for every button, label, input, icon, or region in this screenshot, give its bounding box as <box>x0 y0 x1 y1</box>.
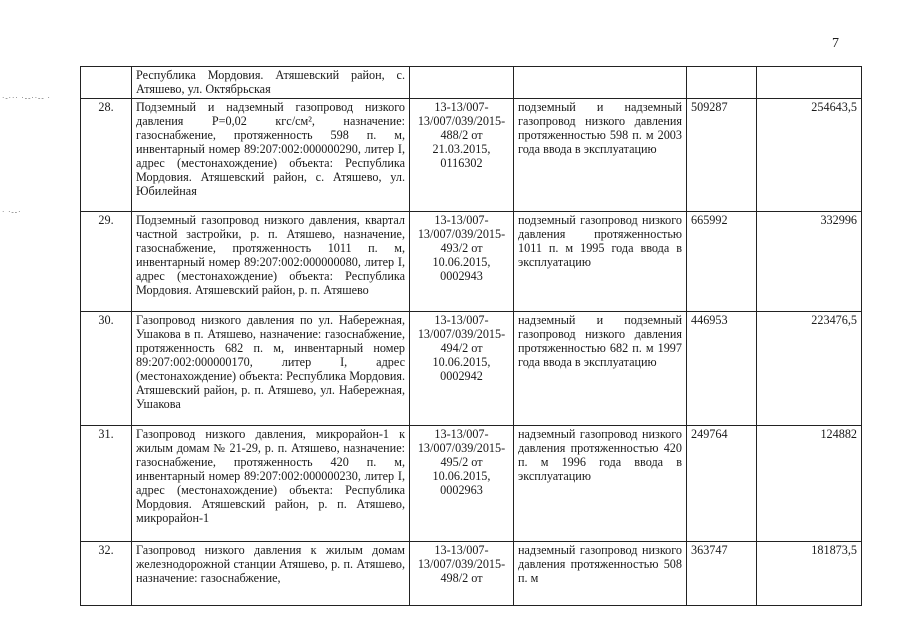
registration-certificate <box>410 67 514 99</box>
scan-margin-mark: · ·--· <box>2 208 22 216</box>
value-column-2: 254643,5 <box>757 99 862 212</box>
object-description: Газопровод низкого давления по ул. Набережная, Ушакова в п. Атяшево, назначение: газоснабжение, протяженность 682 п. м, инвентарный номер 89:207:002:000000170, литер I, адрес (местонахождение) объекта: Республика Мордовия. Атяшевский район, р. п. Атяшево, ул. Набережная, Ушакова <box>132 312 410 426</box>
value-column-1: 363747 <box>687 542 757 606</box>
object-description: Подземный газопровод низкого давления, квартал частной застройки, р. п. Атяшево, назначение, газоснабжение, протяженность 1011 п. м, инвентарный номер 89:207:002:000000080, литер I, адрес (местонахождение) объекта: Республика Мордовия. Атяшевский район, р. п. Атяшево <box>132 212 410 312</box>
table-row <box>81 99 862 212</box>
value-column-1: 509287 <box>687 99 757 212</box>
object-description: Газопровод низкого давления к жилым домам железнодорожной станции Атяшево, р. п. Атяшево, назначение: газоснабжение, <box>132 542 410 606</box>
row-number: 29. <box>81 212 132 312</box>
object-characteristics: надземный и подземный газопровод низкого давления протяженностью 682 п. м 1997 года ввода в эксплуатацию <box>514 312 687 426</box>
row-number: 30. <box>81 312 132 426</box>
object-characteristics: подземный газопровод низкого давления протяженностью 1011 п. м 1995 года ввода в эксплуатацию <box>514 212 687 312</box>
row-number: 31. <box>81 426 132 542</box>
object-characteristics: надземный газопровод низкого давления протяженностью 508 п. м <box>514 542 687 606</box>
object-description: Республика Мордовия. Атяшевский район, с. Атяшево, ул. Октябрьская <box>132 67 410 99</box>
page-number: 7 <box>832 36 839 51</box>
row-number: 32. <box>81 542 132 606</box>
value-column-2: 124882 <box>757 426 862 542</box>
table-row <box>81 542 862 606</box>
value-column-1: 446953 <box>687 312 757 426</box>
object-characteristics <box>514 67 687 99</box>
registration-certificate: 13-13/007-13/007/039/2015-488/2 от 21.03.2015, 0116302 <box>410 99 514 212</box>
table-row <box>81 212 862 312</box>
object-characteristics: надземный газопровод низкого давления протяженностью 420 п. м 1996 года ввода в эксплуатацию <box>514 426 687 542</box>
registration-certificate: 13-13/007-13/007/039/2015-494/2 от 10.06.2015, 0002942 <box>410 312 514 426</box>
row-number: 28. <box>81 99 132 212</box>
registration-certificate: 13-13/007-13/007/039/2015-495/2 от 10.06.2015, 0002963 <box>410 426 514 542</box>
value-column-2: 181873,5 <box>757 542 862 606</box>
table-row <box>81 67 862 99</box>
registration-certificate: 13-13/007-13/007/039/2015-498/2 от <box>410 542 514 606</box>
value-column-2: 223476,5 <box>757 312 862 426</box>
value-column-1: 665992 <box>687 212 757 312</box>
value-column-2 <box>757 67 862 99</box>
row-number <box>81 67 132 99</box>
registration-certificate: 13-13/007-13/007/039/2015-493/2 от 10.06.2015, 0002943 <box>410 212 514 312</box>
table-row <box>81 426 862 542</box>
value-column-1 <box>687 67 757 99</box>
value-column-1: 249764 <box>687 426 757 542</box>
property-register-table <box>80 66 862 606</box>
scan-margin-mark: ·-··· ·--··-- · <box>2 94 51 102</box>
object-characteristics: подземный и надземный газопровод низкого давления протяженностью 598 п. м 2003 года ввода в эксплуатацию <box>514 99 687 212</box>
object-description: Подземный и надземный газопровод низкого давления Р=0,02 кгс/см², назначение: газоснабжение, протяженность 598 п. м, инвентарный номер 89:207:002:000000290, литер I, адрес (местонахождение) объекта: Республика Мордовия. Атяшевский район, с. Атяшево, ул. Юбилейная <box>132 99 410 212</box>
object-description: Газопровод низкого давления, микрорайон-1 к жилым домам № 21-29, р. п. Атяшево, назначение: газоснабжение, протяженность 420 п. м, инвентарный номер 89:207:002:000000230, литер I, адрес (местонахождение) объекта: Республика Мордовия. Атяшевский район, р. п. Атяшево, микрорайон-1 <box>132 426 410 542</box>
value-column-2: 332996 <box>757 212 862 312</box>
table-row <box>81 312 862 426</box>
